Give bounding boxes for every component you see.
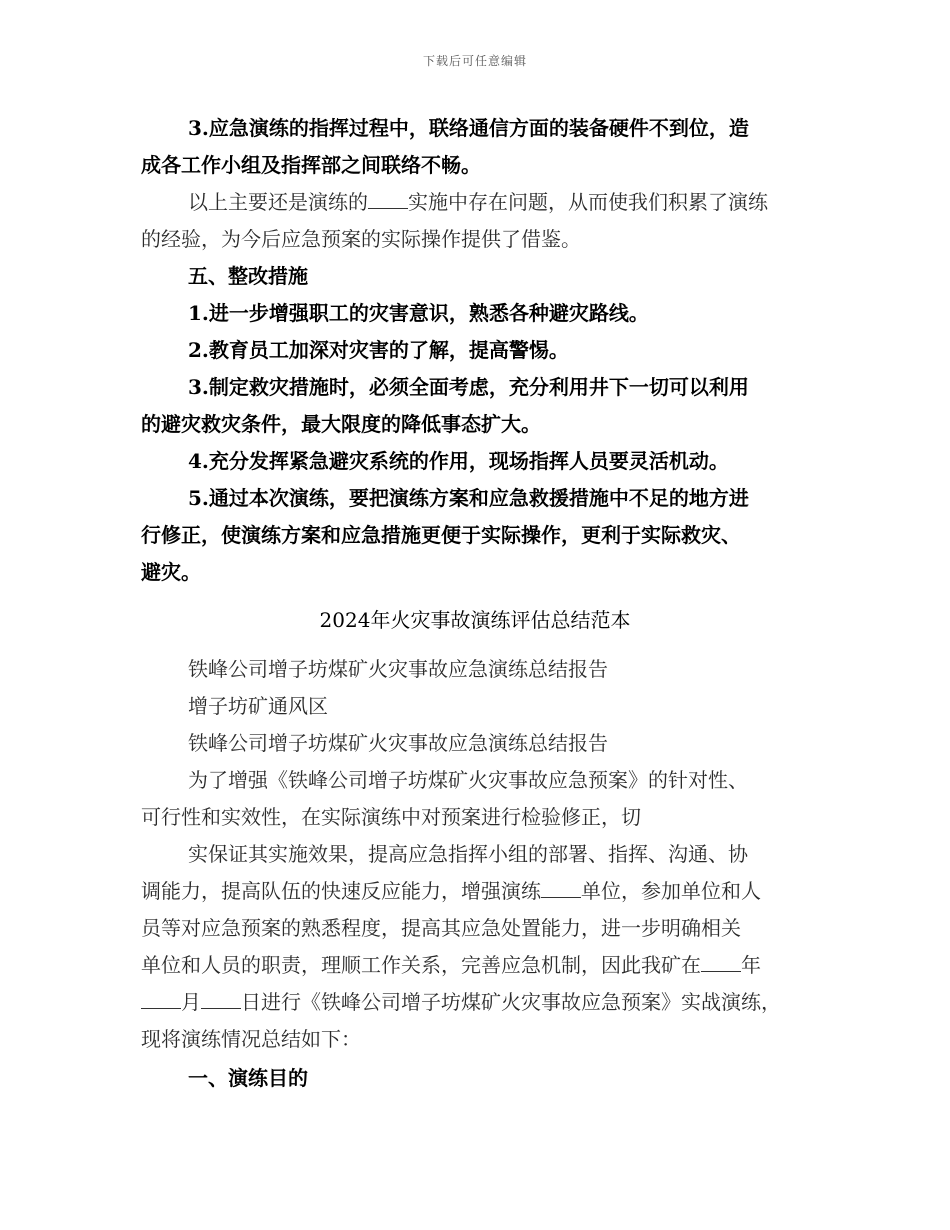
- body-line-5-month: 月: [181, 990, 201, 1014]
- body-line-5-rest: 日进行《铁峰公司增子坊煤矿火灾事故应急预案》实战演练，: [241, 990, 781, 1014]
- page-header: 下载后可任意编辑: [422, 54, 527, 68]
- summary-post: 实施中存在问题，从而使我们积累了演练: [408, 190, 768, 214]
- summary-line-1: [188, 188, 768, 216]
- heading-rectification: 五、整改措施: [188, 264, 308, 288]
- item-3-line-1: 3.应急演练的指挥过程中，联络通信方面的装备硬件不到位，造: [188, 116, 749, 140]
- body-line-1: 实保证其实施效果，提高应急指挥小组的部署、指挥、沟通、协: [188, 842, 748, 866]
- intro-line-1: 为了增强《铁峰公司增子坊煤矿火灾事故应急预案》的针对性、: [188, 768, 748, 792]
- report-title-2: 铁峰公司增子坊煤矿火灾事故应急演练总结报告: [188, 731, 608, 755]
- measure-4: 4.充分发挥紧急避灾系统的作用，现场指挥人员要灵活机动。: [188, 449, 729, 473]
- body-line-4-pre: 单位和人员的职责，理顺工作关系，完善应急机制，因此我矿在: [141, 953, 701, 977]
- measure-3-line-2: 的避灾救灾条件，最大限度的降低事态扩大。: [141, 412, 541, 436]
- measure-3-line-1: 3.制定救灾措施时，必须全面考虑，充分利用井下一切可以利用: [188, 375, 749, 399]
- heading-drill-purpose: 一、演练目的: [188, 1066, 308, 1090]
- report-title-1: 铁峰公司增子坊煤矿火灾事故应急演练总结报告: [188, 657, 608, 681]
- intro-line-2: 可行性和实效性，在实际演练中对预案进行检验修正，切: [141, 805, 641, 829]
- body-line-3: 员等对应急预案的熟悉程度，提高其应急处置能力，进一步明确相关: [141, 916, 741, 940]
- body-line-2-pre: 调能力，提高队伍的快速反应能力，增强演练: [141, 879, 541, 903]
- fill-blank: [201, 988, 241, 1009]
- body-line-6: 现将演练情况总结如下：: [141, 1027, 361, 1051]
- item-3-line-2: 成各工作小组及指挥部之间联络不畅。: [141, 153, 481, 177]
- document-title: 2024年火灾事故演练评估总结范本: [319, 608, 631, 632]
- measure-1: 1.进一步增强职工的灾害意识，熟悉各种避灾路线。: [188, 301, 649, 325]
- summary-pre: 以上主要还是演练的: [188, 190, 368, 214]
- measure-2: 2.教育员工加深对灾害的了解，提高警惕。: [188, 338, 569, 362]
- body-line-2-post: 单位，参加单位和人: [581, 879, 761, 903]
- body-line-4-post: 年: [741, 953, 761, 977]
- measure-5-line-2: 行修正，使演练方案和应急措施更便于实际操作，更利于实际救灾、: [141, 523, 741, 547]
- measure-5-line-1: 5.通过本次演练，要把演练方案和应急救援措施中不足的地方进: [188, 486, 749, 510]
- fill-blank: [368, 188, 408, 209]
- body-line-2: [141, 877, 761, 905]
- fill-blank: [701, 951, 741, 972]
- measure-5-line-3: 避灾。: [141, 560, 201, 584]
- summary-line-2: 的经验，为今后应急预案的实际操作提供了借鉴。: [141, 227, 581, 251]
- fill-blank: [141, 988, 181, 1009]
- body-line-5: [141, 988, 781, 1016]
- department-name: 增子坊矿通风区: [188, 694, 328, 718]
- body-line-4: [141, 951, 761, 979]
- fill-blank: [541, 877, 581, 898]
